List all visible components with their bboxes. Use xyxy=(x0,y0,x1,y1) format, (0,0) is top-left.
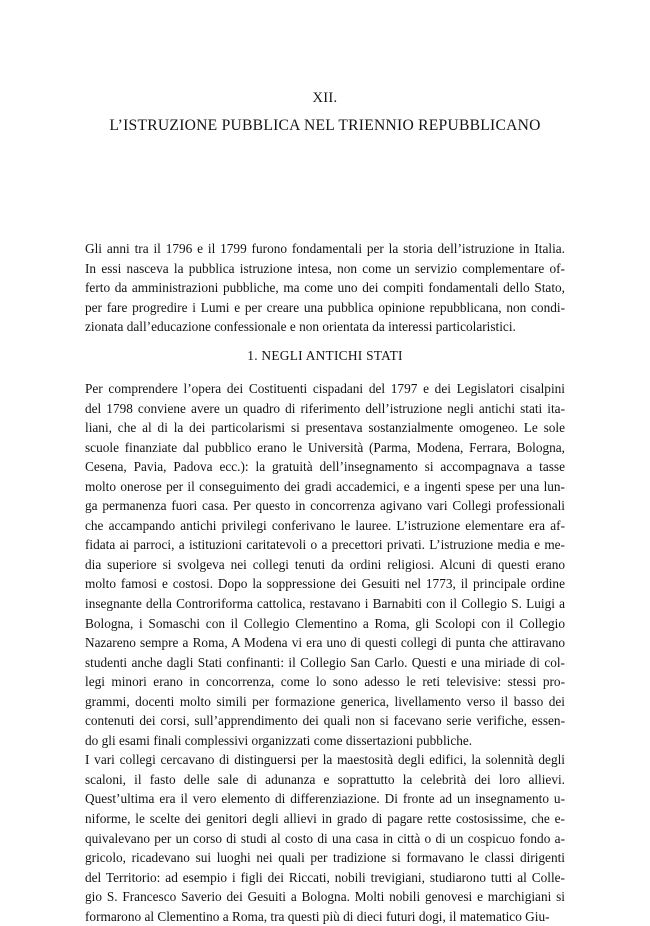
text-line: Nazareno sempre a Roma, A Modena vi era uno di questi collegi di punta che attiravano xyxy=(85,635,565,651)
text-line: contenuti dei corsi, sull’apprendimento dei quali non si facevano serie verifiche, essen- xyxy=(85,713,565,729)
text-line: Per comprendere l’opera dei Costituenti cispadani del 1797 e dei Legislatori cisalpini xyxy=(85,381,565,396)
text-line: ferto da amministrazioni pubbliche, ma come uno dei compiti fondamentali dello Stato, xyxy=(85,280,565,296)
text-line: liani, che al di la dei particolarismi si presentava sostanzialmente omogeneo. Le sole xyxy=(85,420,565,436)
text-line: molto famosi e costosi. Dopo la soppressione dei Gesuiti nel 1773, il principale ordine xyxy=(85,576,565,592)
intro-paragraph xyxy=(85,239,565,337)
chapter-title: L’ISTRUZIONE PUBBLICA NEL TRIENNIO REPUBBLICANO xyxy=(109,117,541,134)
body-text-block xyxy=(85,379,565,926)
text-line: del 1798 conviene avere un quadro di riferimento dell’istruzione negli antichi stati ita- xyxy=(85,400,565,416)
text-line: fidata ai parroci, a istituzioni caritatevoli o a precettori privati. L’istruzione media e me- xyxy=(85,537,565,553)
text-line: quivalevano per un corso di studi al costo di una casa in città o di un cospicuo fondo a- xyxy=(85,830,565,846)
text-line: che accampando antichi privilegi conferivano le lauree. L’istruzione elementare era af- xyxy=(85,517,565,533)
text-line: Bologna, i Somaschi con il Collegio Clementino a Roma, gli Scolopi con il Collegio xyxy=(85,615,565,631)
text-line: del Territorio: ad esempio i figli dei Riccati, nobili trevigiani, studiarono tutti al Colle- xyxy=(85,869,565,885)
text-line: I vari collegi cercavano di distinguersi per la maestosità degli edifici, la solennità degli xyxy=(85,752,565,768)
text-line: Gli anni tra il 1796 e il 1799 furono fondamentali per la storia dell’istruzione in Italia. xyxy=(85,241,565,256)
body-paragraph-1 xyxy=(85,379,565,750)
text-line: ga permanenza fuori casa. Per questo in concorrenza agivano vari Collegi professionali xyxy=(85,498,565,514)
text-line: scuole finanziate dal pubblico erano le Università (Parma, Modena, Ferrara, Bologna, xyxy=(85,439,565,455)
text-line: per fare progredire i Lumi e per creare una pubblica opinione repubblicana, non condi- xyxy=(85,299,565,315)
text-line: Quest’ultima era il vero elemento di differenziazione. Di fronte ad un insegnamento u- xyxy=(85,791,565,807)
text-line: studenti anche dagli Stati confinanti: il Collegio San Carlo. Questi e una miriade di col- xyxy=(85,654,565,670)
text-line: Cesena, Pavia, Padova ecc.): la gratuità dell’insegnamento si accompagnava a tasse xyxy=(85,459,565,475)
text-line: grammi, docenti molto simili per formazione generica, livellamento verso il basso dei xyxy=(85,693,565,709)
text-line: do gli esami finali complessivi organizzati come dissertazioni pubbliche. xyxy=(85,732,473,748)
text-line: gricolo, ricadevano sui luoghi nei quali per tradizione si formavano le classi dirigenti xyxy=(85,850,565,866)
text-line: formarono al Clementino a Roma, tra questi più di dieci futuri dogi, il matematico Giu- xyxy=(85,908,550,924)
text-line: niforme, le scelte dei genitori degli allievi in grado di pagare rette costosissime, che e- xyxy=(85,811,565,827)
chapter-number: XII. xyxy=(312,90,338,106)
text-line: dia superiore si svolgeva nei collegi tenuti da ordini religiosi. Alcuni di questi erano xyxy=(85,556,565,572)
intro-paragraph-block xyxy=(85,239,565,337)
text-line: legi minori erano in concorrenza, come lo sono adesso le reti televisive: stessi pro- xyxy=(85,674,565,690)
text-line: zionata dall’educazione confessionale e non orientata da interessi particolaristici. xyxy=(85,319,516,335)
text-line: insegnante della Controriforma cattolica, restavano i Barnabiti con il Collegio S. Luigi a xyxy=(85,596,565,612)
text-line: gio S. Francesco Saverio dei Gesuiti a Bologna. Molti nobili genovesi e marchigiani si xyxy=(85,889,565,905)
section-heading: 1. NEGLI ANTICHI STATI xyxy=(247,348,403,363)
text-line: scaloni, il fasto delle sale di adunanza e soprattutto la celebrità dei loro allievi. xyxy=(85,771,565,787)
body-paragraph-2 xyxy=(85,750,565,926)
text-line: molto onerose per il conseguimento dei gradi accademici, e a ingenti spese per una lun- xyxy=(85,478,565,494)
text-line: In essi nasceva la pubblica istruzione intesa, non come un servizio complementare of- xyxy=(85,260,565,276)
chapter-heading-block xyxy=(85,88,565,137)
